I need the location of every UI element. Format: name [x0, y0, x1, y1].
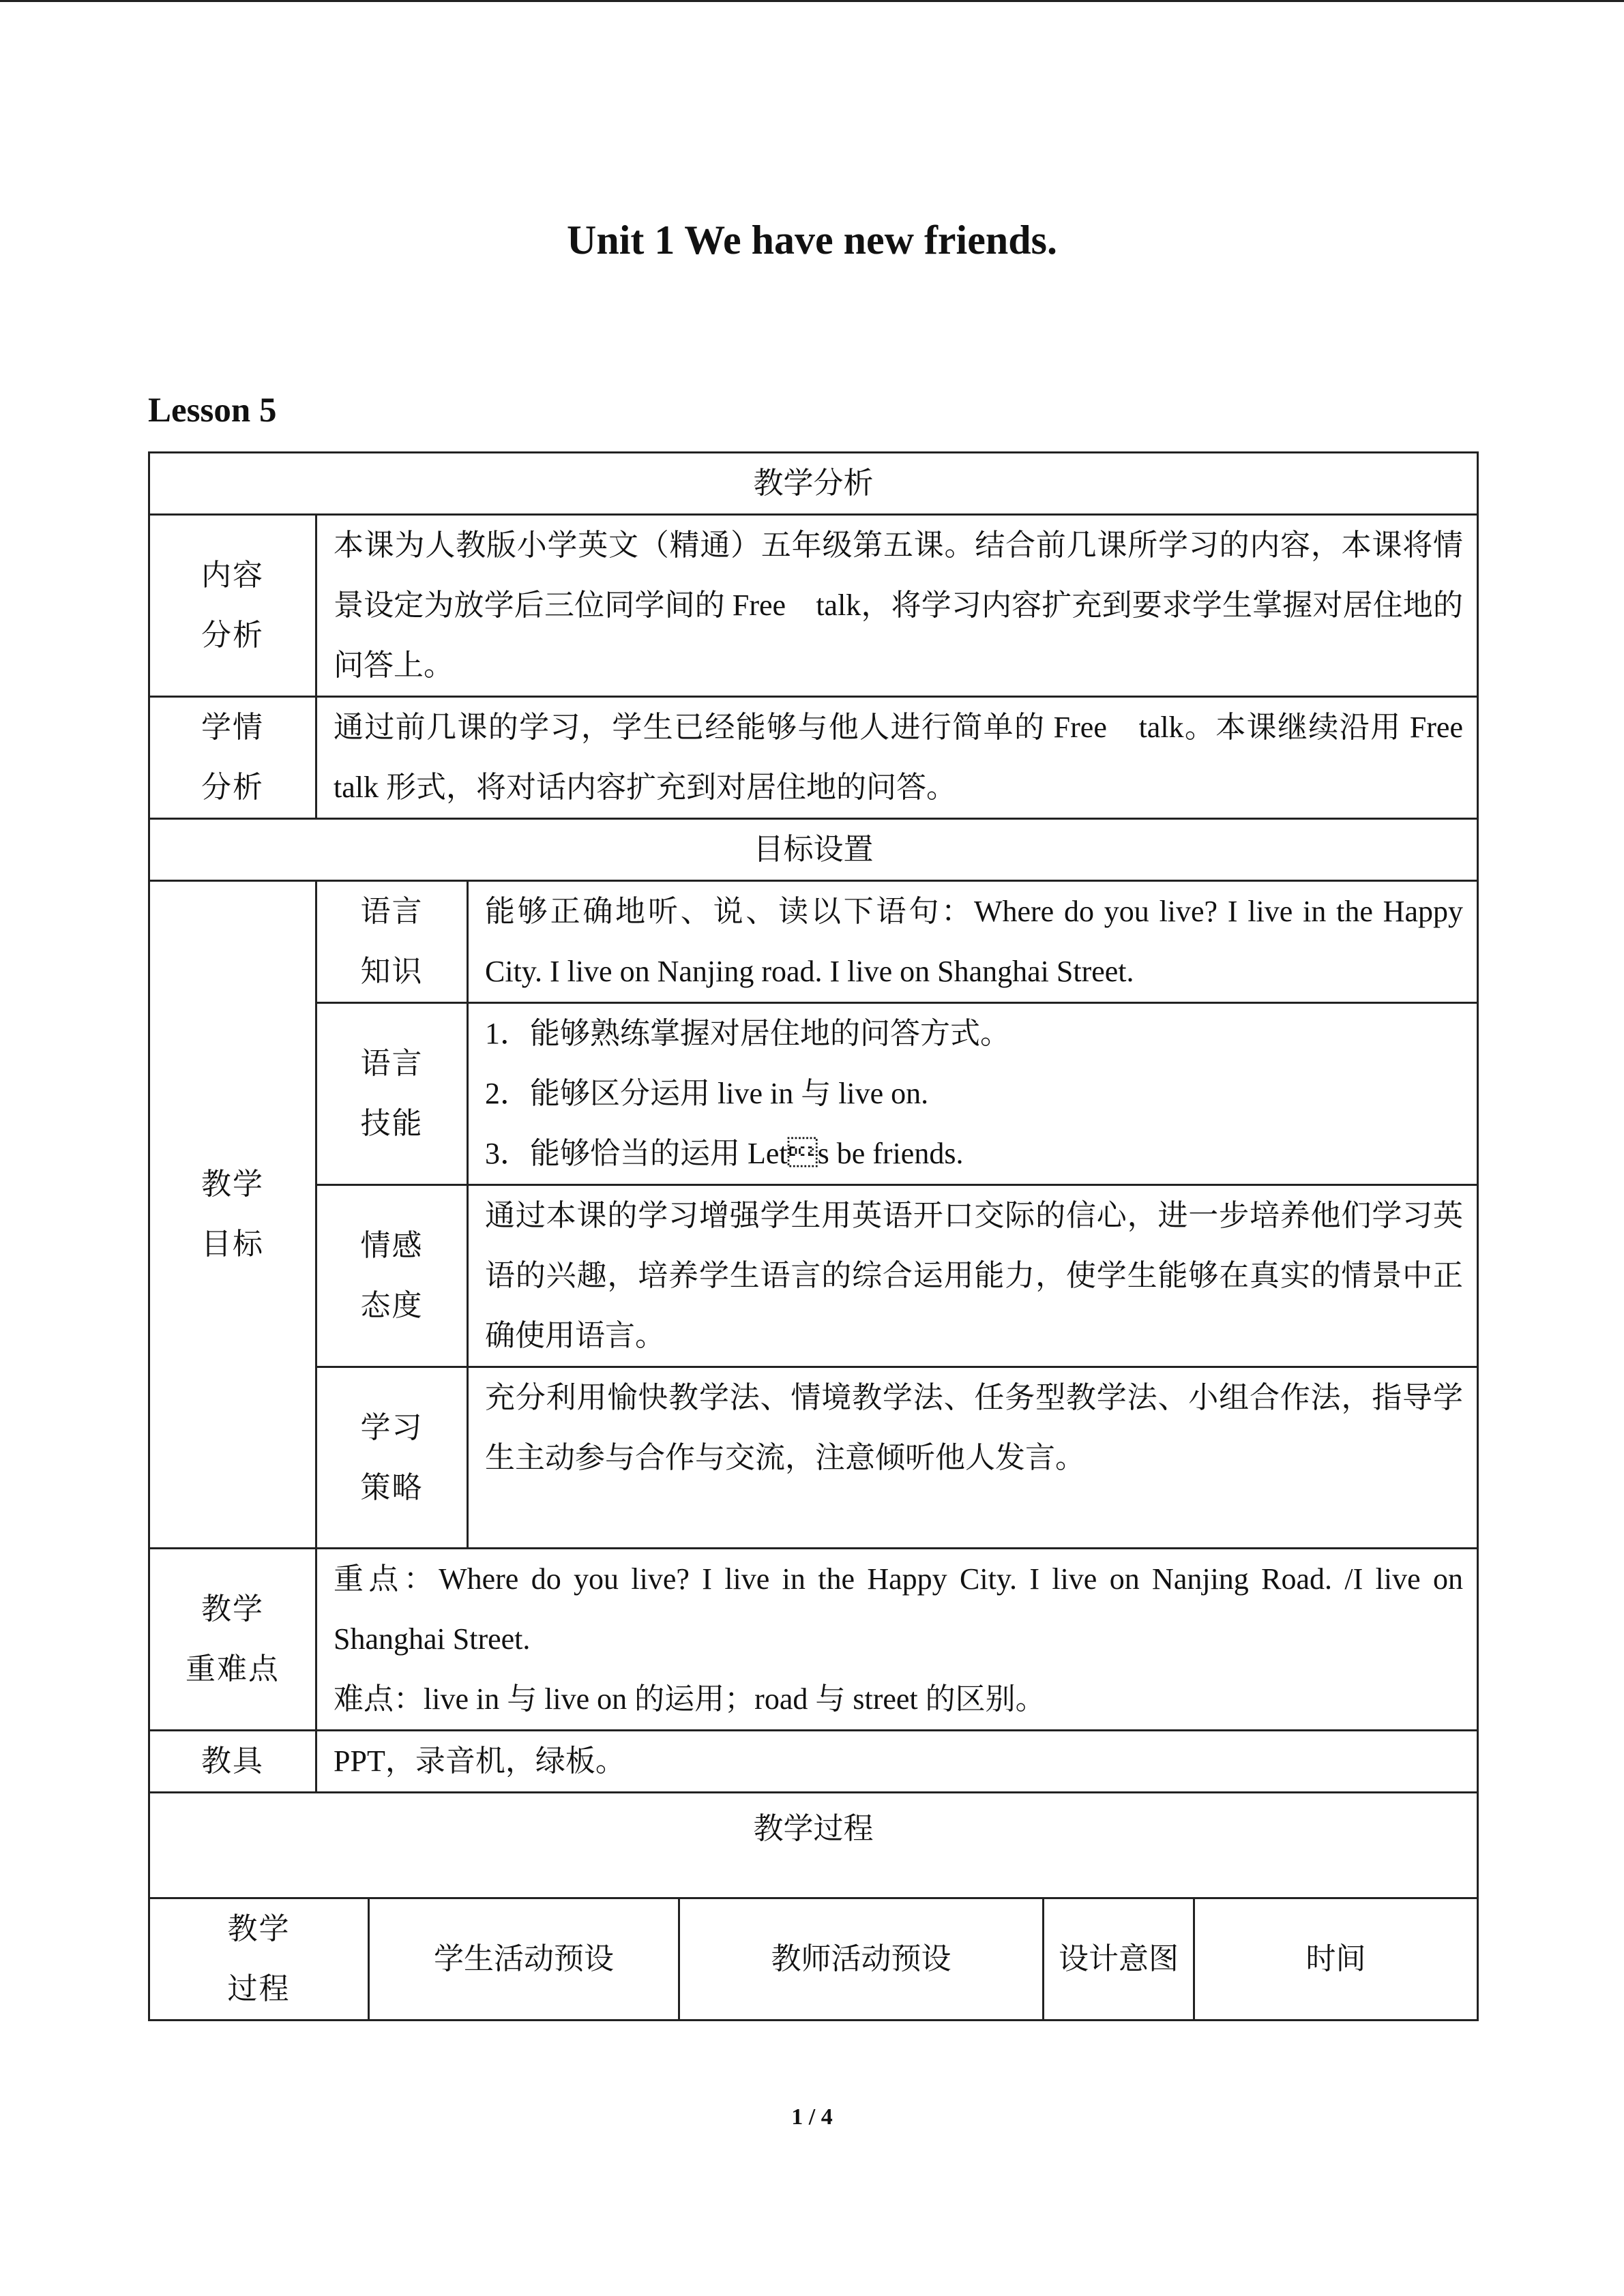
key-points: 重点：Where do you live? I live in the Happy City. I live on Nanjing Road. /I live on Shanghai Street.	[334, 1562, 1463, 1656]
table-row	[149, 881, 1478, 1003]
table-row	[149, 819, 1478, 881]
teaching-objectives-label: 教学 目标	[149, 881, 316, 1549]
table-row	[149, 1185, 1478, 1367]
emotion-attitude-label: 情感 态度	[316, 1185, 468, 1367]
table-row	[149, 515, 1478, 697]
process-column-time: 时间	[1194, 1898, 1478, 2021]
page-top-border	[0, 0, 1624, 2]
table-row	[149, 1003, 1478, 1185]
emotion-attitude-text: 通过本课的学习增强学生用英语开口交际的信心，进一步培养他们学习英语的兴趣，培养学生语言的综合运用能力，使学生能够在真实的情景中正确使用语言。	[468, 1185, 1478, 1367]
analysis-header: 教学分析	[149, 453, 1478, 515]
process-column-student-activity: 学生活动预设	[369, 1898, 679, 2021]
key-difficult-points-text	[316, 1549, 1478, 1731]
learning-strategy-text: 充分利用愉快教学法、情境教学法、任务型教学法、小组合作法，指导学生主动参与合作与交流，注意倾听他人发言。	[468, 1367, 1478, 1549]
content-analysis-label: 内容 分析	[149, 515, 316, 697]
process-column-stage: 教学 过程	[149, 1898, 369, 2021]
table-row	[149, 697, 1478, 819]
process-column-design-intent: 设计意图	[1044, 1898, 1194, 2021]
content-analysis-text: 本课为人教版小学英文（精通）五年级第五课。结合前几课所学习的内容，本课将情景设定为放学后三位同学间的 Free talk，将学习内容扩充到要求学生掌握对居住地的问答上。	[316, 515, 1478, 697]
process-header: 教学过程	[149, 1793, 1478, 1898]
table-row	[149, 1367, 1478, 1549]
process-column-teacher-activity: 教师活动预设	[679, 1898, 1044, 2021]
table-row	[149, 1731, 1478, 1793]
difficult-points: 难点：live in 与 live on 的运用；road 与 street 的区别。	[334, 1682, 1046, 1716]
teaching-tools-text: PPT，录音机，绿板。	[316, 1731, 1478, 1793]
lesson-heading: Lesson 5	[148, 391, 277, 430]
goals-header: 目标设置	[149, 819, 1478, 881]
document-title: Unit 1 We have new friends.	[567, 218, 1057, 263]
language-skills-list	[468, 1003, 1478, 1185]
list-item: 3．能够恰当的运用 Lets be friends.	[485, 1137, 964, 1170]
table-row	[149, 1793, 1478, 1898]
lesson-plan-table	[148, 451, 1479, 2021]
page-number: 1 / 4	[791, 2104, 833, 2130]
language-knowledge-label: 语言 知识	[316, 881, 468, 1003]
list-item: 1．能够熟练掌握对居住地的问答方式。	[485, 1017, 1010, 1050]
key-difficult-points-label: 教学 重难点	[149, 1549, 316, 1731]
language-knowledge-text: 能够正确地听、说、读以下语句：Where do you live? I live in the Happy City. I live on Nanjing road. I live on Shanghai Street.	[468, 881, 1478, 1003]
table-row	[149, 1549, 1478, 1731]
table-row	[149, 453, 1478, 515]
teaching-tools-label: 教具	[149, 1731, 316, 1793]
learning-strategy-label: 学习 策略	[316, 1367, 468, 1549]
list-item: 2．能够区分运用 live in 与 live on.	[485, 1077, 929, 1110]
language-skills-label: 语言 技能	[316, 1003, 468, 1185]
table-row	[149, 1898, 1478, 2021]
student-analysis-label: 学情 分析	[149, 697, 316, 819]
student-analysis-text: 通过前几课的学习，学生已经能够与他人进行简单的 Free talk。本课继续沿用 Free talk 形式，将对话内容扩充到对居住地的问答。	[316, 697, 1478, 819]
